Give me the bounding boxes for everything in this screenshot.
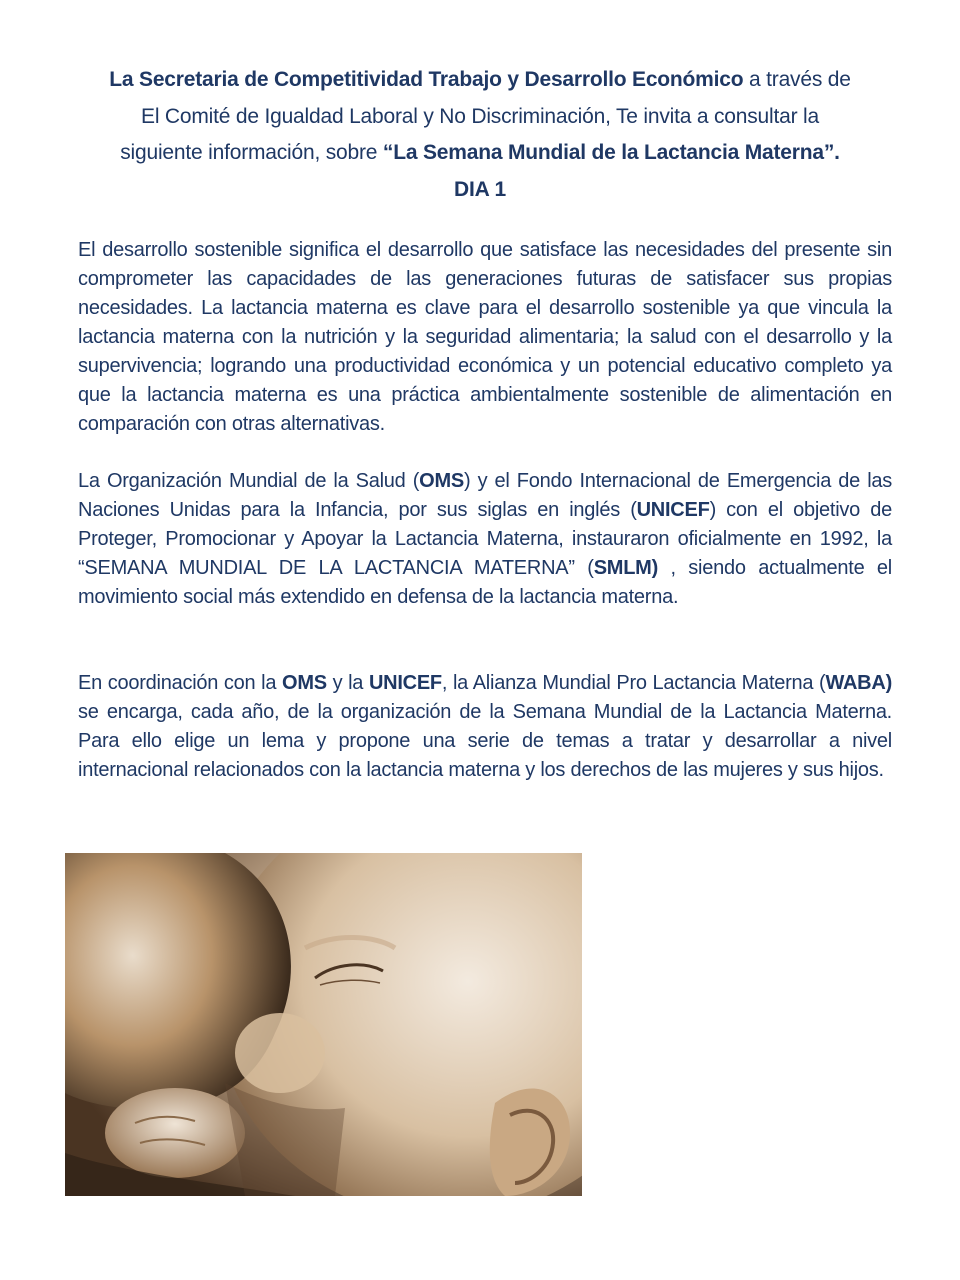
organization-name: La Secretaria de Competitividad Trabajo y Desarrollo Económico [109,68,744,91]
paragraph-sustainable-development: El desarrollo sostenible significa el desarrollo que satisface las necesidades del presente sin comprometer las capacidades de las generaciones futuras de satisfacer sus propias necesidades. La lactancia materna es clave para el desarrollo sostenible ya que vincula la lactancia materna con la nutrición y la seguridad alimentaria; la salud con el desarrollo y la supervivencia; logrando una productividad económica y un potencial educativo completo ya que la lactancia materna es una práctica ambientalmente sostenible de alimentación en comparación con otras alternativas. [78,239,892,435]
paragraph-who-unicef: La Organización Mundial de la Salud (OMS) y el Fondo Internacional de Emergencia de las Naciones Unidas para la Infancia, por sus siglas en inglés (UNICEF) con el objetivo de Proteger, Promocionar y Apoyar la Lactancia Materna, instauraron oficialmente en 1992, la “SEMANA MUNDIAL DE LA LACTANCIA MATERNA” (SMLM) , siendo actualmente el movimiento social más extendido en defensa de la lactancia materna. [78,470,893,608]
topic-title: “La Semana Mundial de la Lactancia Materna”. [382,141,840,164]
header-line-3: siguiente información, sobre “La Semana Mundial de la Lactancia Materna”. [120,141,840,164]
day-label: DIA 1 [454,177,506,201]
header-line-2: El Comité de Igualdad Laboral y No Discriminación, Te invita a consultar la [141,104,819,128]
acronym-oms: OMS [282,672,327,694]
header-line-1: La Secretaria de Competitividad Trabajo y Desarrollo Económico a través de [109,68,851,91]
acronym-smlm: SMLM) [593,557,658,579]
invitation-header [60,62,900,208]
paragraph-waba: En coordinación con la OMS y la UNICEF, la Alianza Mundial Pro Lactancia Materna (WABA) se encarga, cada año, de la organización de la Semana Mundial de la Lactancia Materna. Para ello elige un lema y propone una serie de temas a tratar y desarrollar a nivel internacional relacionados con la lactancia materna y los derechos de las mujeres y sus hijos. [78,672,892,781]
acronym-unicef: UNICEF [368,672,442,694]
acronym-waba: WABA) [825,672,892,694]
acronym-unicef: UNICEF [636,499,710,521]
breastfeeding-photo [65,853,582,1196]
acronym-oms: OMS [419,470,464,492]
